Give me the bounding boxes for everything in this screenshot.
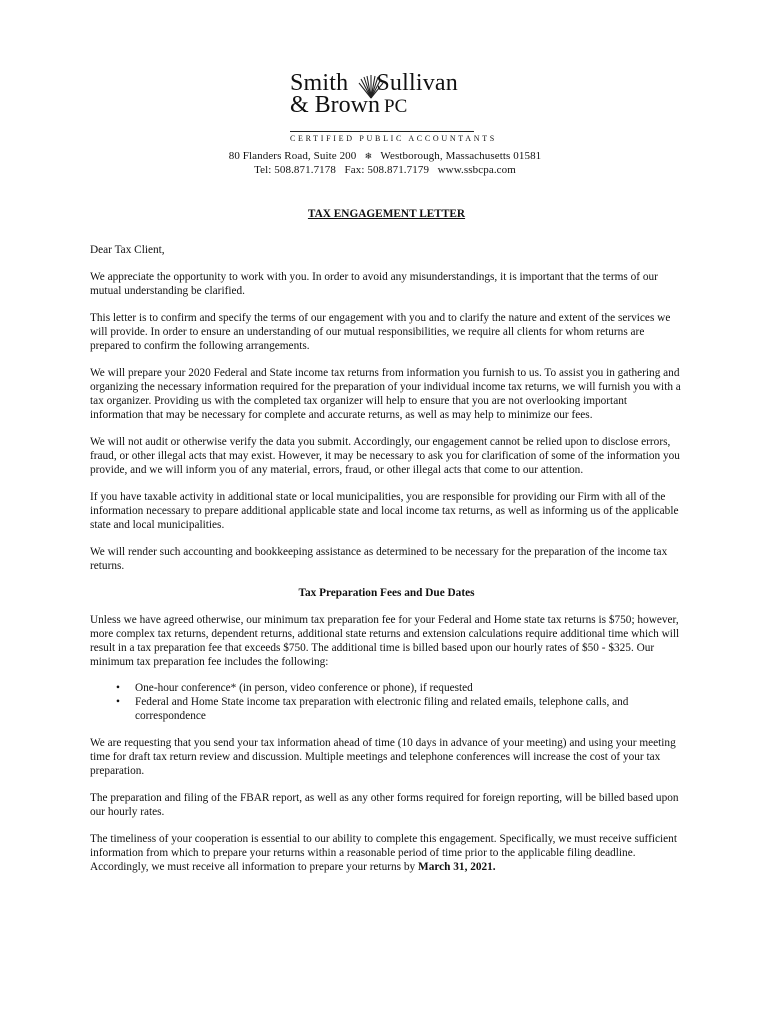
firm-logo	[290, 70, 497, 143]
logo-tagline: CERTIFIED PUBLIC ACCOUNTANTS	[290, 134, 497, 143]
fax: Fax: 508.871.7179	[344, 164, 430, 176]
website: www.ssbcpa.com	[437, 164, 516, 176]
paragraph-fees: Unless we have agreed otherwise, our minimum tax preparation fee for your Federal and Home state tax returns is $750; however, more complex tax returns, dependent returns, additional state returns and extension calculations require additional time which will result in a tax preparation fee that exceeds $750. The additional time is billed based upon our hourly rates of $50 - $325. Our minimum tax preparation fee includes the following:	[90, 614, 680, 668]
logo-name-brown: & Brown	[290, 92, 380, 118]
address-line	[0, 150, 770, 162]
paragraph-no-audit: We will not audit or otherwise verify the data you submit. Accordingly, our engagement cannot be relied upon to disclose errors, fraud, or other illegal acts that may exist. However, it may be necessary to ask you for clarification of some of the information you provide, and we will inform you of any material, errors, fraud, or other illegal acts that come to our attention.	[90, 436, 680, 476]
sunburst-separator-icon: ❄	[364, 151, 373, 161]
letter-title: TAX ENGAGEMENT LETTER	[307, 208, 466, 220]
paragraph-additional-states: If you have taxable activity in additional state or local municipalities, you are responsible for providing our Firm with all of the information necessary to prepare additional applicable state and local income tax returns, as well as informing us of the applicable state and local municipalities.	[90, 491, 679, 531]
street-address: 80 Flanders Road, Suite 200	[228, 150, 357, 162]
paragraph-advance-info: We are requesting that you send your tax information ahead of time (10 days in advance of your meeting) and using your meeting time for draft tax return review and discussion. Multiple meetings and telephone conferences will increase the cost of your tax preparation.	[90, 737, 676, 777]
bullet-icon: •	[116, 682, 120, 694]
contact-line	[0, 164, 770, 176]
list-item: • One-hour conference* (in person, video conference or phone), if requested	[116, 682, 473, 694]
logo-name-smith: Smith	[290, 70, 349, 96]
section-heading-fees: Tax Preparation Fees and Due Dates	[298, 587, 475, 599]
paragraph-bookkeeping: We will render such accounting and bookkeeping assistance as determined to be necessary for the preparation of the income tax returns.	[90, 546, 668, 572]
logo-name-sullivan: Sullivan	[376, 70, 458, 96]
telephone: Tel: 508.871.7178	[254, 164, 336, 176]
logo-name-pc: PC	[384, 96, 408, 117]
salutation: Dear Tax Client,	[90, 244, 165, 256]
paragraph-purpose: This letter is to confirm and specify the terms of our engagement with you and to clarify the nature and extent of the services we will provide. In order to ensure an understanding of our mutual responsibilities, we require all clients for whom returns are prepared to confirm the following arrangements.	[90, 312, 671, 352]
city-state-zip: Westborough, Massachusetts 01581	[380, 150, 542, 162]
bullet-icon: •	[116, 696, 120, 708]
paragraph-fbar: The preparation and filing of the FBAR report, as well as any other forms required for foreign reporting, will be billed based upon our hourly rates.	[90, 792, 679, 818]
deadline-date: March 31, 2021.	[418, 861, 496, 873]
paragraph-preparation: We will prepare your 2020 Federal and State income tax returns from information you furnish to us. To assist you in gathering and organizing the necessary information required for the preparation of your individual income tax returns, we will furnish you with a tax organizer. Providing us with the completed tax organizer will help to ensure that you are not overlooking important information that may be necessary for complete and accurate returns, as well as may help to minimize our fees.	[90, 367, 681, 421]
list-item: • Federal and Home State income tax preparation with electronic filing and related emails, telephone calls, and correspondence	[116, 696, 629, 722]
letter-body	[90, 207, 683, 887]
fee-inclusions-list	[90, 681, 683, 723]
paragraph-intro: We appreciate the opportunity to work with you. In order to avoid any misunderstandings, it is important that the terms of our mutual understanding be clarified.	[90, 271, 658, 297]
logo-divider	[290, 131, 474, 132]
paragraph-timeliness: The timeliness of your cooperation is essential to our ability to complete this engagement. Specifically, we must receive sufficient information from which to prepare your returns within a reasonable period of time prior to the applicable filing deadline. Accordingly, we must receive all information to prepare your returns by March 31, 2021.	[90, 833, 677, 873]
